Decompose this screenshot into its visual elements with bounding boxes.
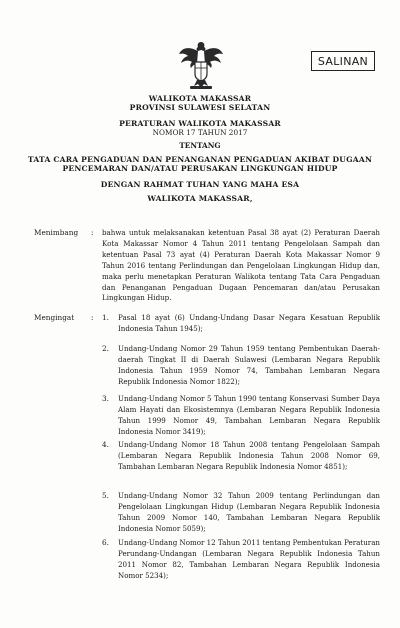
menimbang-colon: : bbox=[91, 228, 94, 237]
mengingat-item-text: Undang-Undang Nomor 29 Tahun 1959 tentang Pembentukan Daerah-daerah Tingkat II di Daerah Sulawesi (Lembaran Negara Republik Indonesia Tahun 1959 Nomor 74, Tambahan Lembaran Negara Republik Indonesia Nomor 1822); bbox=[118, 344, 380, 386]
header-line-peraturan: PERATURAN WALIKOTA MAKASSAR bbox=[119, 119, 281, 128]
mengingat-item-text: Undang-Undang Nomor 18 Tahun 2008 tentang Pengelolaan Sampah (Lembaran Negara Republik Indonesia Tahun 2008 Nomor 69, Tambahan Lembaran Negara Republik Indonesia Nomor 4851); bbox=[118, 440, 380, 471]
mengingat-label: Mengingat bbox=[34, 313, 75, 322]
mengingat-item-text: Undang-Undang Nomor 12 Tahun 2011 tentang Pembentukan Peraturan Perundang-Undangan (Lembaran Negara Republik Indonesia Tahun 2011 Nomor 82, Tambahan Lembaran Negara Republik Indonesia Nomor 5234); bbox=[118, 538, 380, 580]
document-title-line1: TATA CARA PENGADUAN DAN PENANGANAN PENGADUAN AKIBAT DUGAAN bbox=[27, 155, 373, 164]
rahmat-line: DENGAN RAHMAT TUHAN YANG MAHA ESA bbox=[100, 180, 300, 189]
header-line-tentang: TENTANG bbox=[179, 141, 221, 150]
header-line-nomor: NOMOR 17 TAHUN 2017 bbox=[152, 128, 248, 137]
mengingat-item-number: 5. bbox=[102, 491, 109, 500]
mengingat-item-number: 1. bbox=[102, 313, 109, 322]
mengingat-item-text: Pasal 18 ayat (6) Undang-Undang Dasar Negara Kesatuan Republik Indonesia Tahun 1945); bbox=[118, 313, 380, 333]
header-line-walikota: WALIKOTA MAKASSAR bbox=[148, 94, 252, 103]
document-title-line2: PENCEMARAN DAN/ATAU PERUSAKAN LINGKUNGAN HIDUP bbox=[62, 164, 338, 173]
mengingat-item-number: 3. bbox=[102, 394, 109, 403]
salinan-stamp: SALINAN bbox=[311, 51, 375, 71]
walikota-signatory-line: WALIKOTA MAKASSAR, bbox=[147, 194, 253, 203]
mengingat-item-text: Undang-Undang Nomor 32 Tahun 2009 tentang Perlindungan dan Pengelolaan Lingkungan Hidup (Lembaran Negara Republik Indonesia Tahun 2009 Nomor 140, Tambahan Lembaran Negara Republik Indonesia Nomor 5059); bbox=[118, 491, 380, 533]
mengingat-item-number: 4. bbox=[102, 440, 109, 449]
mengingat-item-number: 6. bbox=[102, 538, 109, 547]
garuda-emblem-icon bbox=[178, 38, 224, 90]
mengingat-item-text: Undang-Undang Nomor 5 Tahun 1990 tentang Konservasi Sumber Daya Alam Hayati dan Ekosistemnya (Lembaran Negara Republik Indonesia Tahun 1999 Nomor 49, Tambahan Lembaran Negara Republik Indonesia Nomor 3419); bbox=[118, 394, 380, 436]
menimbang-label: Menimbang bbox=[34, 228, 79, 237]
menimbang-text: bahwa untuk melaksanakan ketentuan Pasal 38 ayat (2) Peraturan Daerah Kota Makassar Nomor 4 Tahun 2011 tentang Pengelolaan Sampah dan ketentuan Pasal 73 ayat (4) Peraturan Daerah Kota Makassar Nomor 9 Tahun 2016 tentang Perlindungan dan Pengelolaan Lingkungan Hidup dan, maka perlu menetapkan Peraturan Walikota tentang Tata Cara Pengaduan dan Penanganan Pengaduan Dugaan Pencemaran dan/atau Perusakan Lingkungan Hidup. bbox=[102, 228, 380, 303]
header-line-provinsi: PROVINSI SULAWESI SELATAN bbox=[129, 103, 271, 112]
mengingat-item-number: 2. bbox=[102, 344, 109, 353]
mengingat-colon: : bbox=[91, 313, 94, 322]
